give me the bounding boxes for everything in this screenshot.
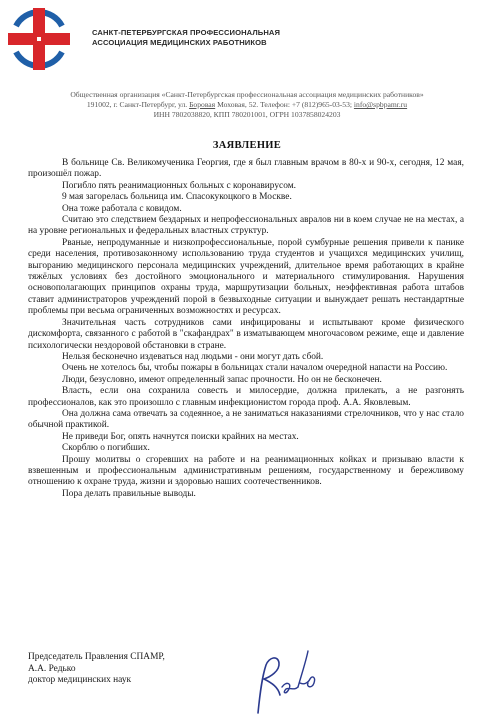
address-start: 191002, г. Санкт-Петербург, ул. (86, 100, 190, 109)
paragraph: Люди, безусловно, имеют определенный запас прочности. Но он не бесконечен. (62, 374, 382, 385)
paragraph: Не приведи Бог, опять начнутся поиски крайних на местах. (62, 431, 299, 442)
contact-details (20, 90, 474, 120)
signer-degree: доктор медицинских наук (28, 675, 132, 686)
paragraph: Нельзя бесконечно издеваться над людьми - они могут дать сбой. (62, 351, 324, 362)
email-link[interactable]: info@spbpamr.ru (353, 100, 408, 109)
document-title: ЗАЯВЛЕНИЕ (212, 140, 282, 151)
signature-block (28, 652, 228, 687)
paragraph: Значительная часть сотрудников сами инфицированы и испытывают кроме физического дискомфорта, связанного с работой в "скафандрах" в изматывающем многочасовом режиме, еще и давление психологически нездоровой обстановки в стране. (28, 317, 464, 351)
paragraph: Скорблю о погибших. (62, 443, 150, 454)
paragraph: Она должна сама отвечать за содеянное, а не заниматься наказаниями стрелочников, что у нас стало обычной практикой. (28, 408, 464, 431)
paragraph: Считаю это следствием бездарных и непрофессиональных авралов ни в коем случае не на местах, а на уровне региональных и федеральных властных структур. (28, 215, 464, 237)
organization-name (92, 28, 292, 48)
paragraph: Рваные, непродуманные и низкопрофессиональные, порой сумбурные решения привели к панике среди населения, противозаконному использованию труда студентов и учащихся медицинских училищ, выгоранию медицинского персонала медицинских учреждений, длительное время работающих в крайне тяжёлых условиях без достойного эмоционального и материального стимулирования. Нарушения основополагающих принципов охраны труда, маршрутизации больных, неэффективная работа штабов ставит администраторов учреждений порой в безвыходные ситуации и вынуждает решать нестандартные проблемы при весьма ограниченных возможностях и ресурсах. (28, 237, 464, 317)
paragraph: 9 мая загорелась больница им. Спасокукоцкого в Москве. (62, 192, 292, 203)
org-name-line-1: САНКТ-ПЕТЕРБУРГСКАЯ ПРОФЕССИОНАЛЬНАЯ (92, 28, 281, 37)
paragraph: Пора делать правильные выводы. (62, 488, 196, 499)
signer-position: Председатель Правления СПАМР, (28, 652, 165, 662)
signer-name: А.А. Редько (28, 663, 76, 674)
paragraph: Прошу молитвы о сгоревших на работе и на реанимационных койках и призываю власти к взвешенным и профессиональным административным решениям, государственному и бережливому отношению к охране труда, жизни и здоровью наших соотечественников. (28, 454, 464, 488)
paragraph: Очень не хотелось бы, чтобы пожары в больницах стали началом очередной напасти на Россию. (62, 363, 448, 374)
paragraph: Власть, если она сохранила совесть и милосердие, должна прилекать, а не разгонять профессионалов, как это произошло с главным инфекционистом города проф. А.А. Яковлевым. (28, 386, 464, 408)
paragraph: В больнице Св. Великомученика Георгия, где я был главным врачом в 80-х и 90-х, сегодня, 12 мая, произошёл пожар. (28, 158, 464, 180)
contacts-line-1: Общественная организация «Санкт-Петербургская профессиональная ассоциация медицинских работников» (70, 90, 424, 99)
association-logo-icon (4, 4, 74, 74)
address-end: Моховая, 52. Телефон: +7 (812)965-03-53; (215, 100, 354, 109)
paragraph: Погибло пять реанимационных больных с коронавирусом. (62, 180, 296, 191)
contacts-line-3: ИНН 7802038820, КПП 780201001, ОГРН 1037858024203 (153, 110, 341, 119)
handwritten-signature-icon (248, 643, 328, 719)
org-name-line-2: АССОЦИАЦИЯ МЕДИЦИНСКИХ РАБОТНИКОВ (92, 38, 267, 47)
contacts-line-2 (20, 100, 474, 110)
letterhead (0, 0, 494, 82)
street-name: Боровая (189, 100, 216, 109)
paragraph: Она тоже работала с ковидом. (62, 203, 182, 214)
statement-body (28, 158, 464, 500)
